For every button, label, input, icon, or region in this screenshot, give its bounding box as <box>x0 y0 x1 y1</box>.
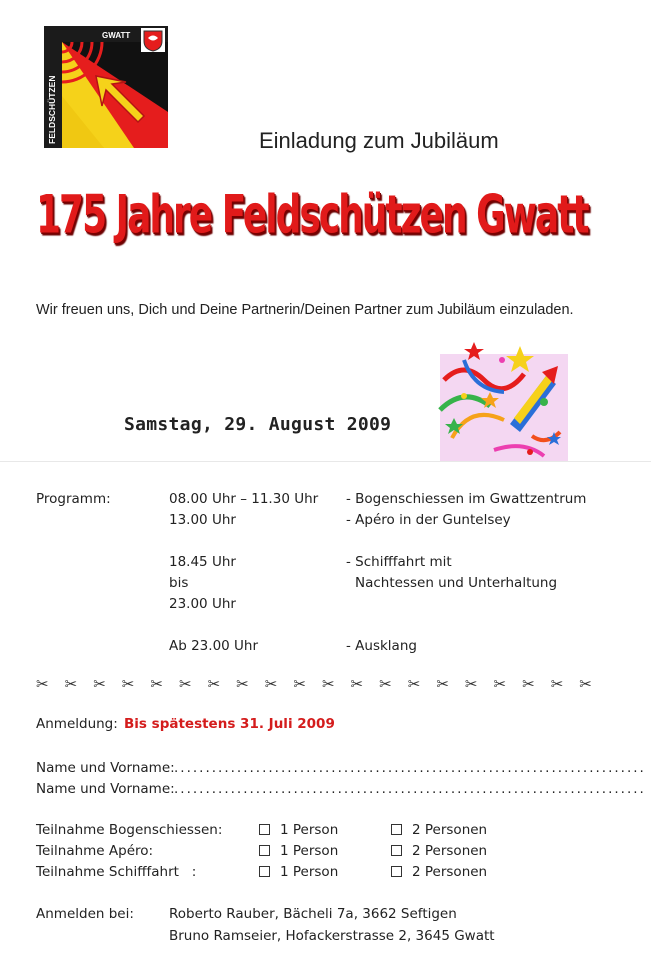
contact-address: Bruno Ramseier, Hofackerstrasse 2, 3645 Gwatt <box>169 928 495 944</box>
checkbox-icon[interactable] <box>259 824 270 835</box>
contacts-label: Anmelden bei: <box>36 906 134 922</box>
program-time: bis <box>169 575 189 591</box>
scissors-icon: ✂ <box>36 675 49 693</box>
scissors-icon: ✂ <box>522 675 535 693</box>
scissors-icon: ✂ <box>121 675 135 693</box>
program-time: 18.45 Uhr <box>169 554 236 570</box>
program-activity: - Ausklang <box>346 638 417 654</box>
scissors-icon: ✂ <box>236 675 249 693</box>
fireworks-clipart <box>434 340 574 468</box>
option-1-person[interactable]: 1 Person <box>259 864 338 880</box>
participation-label: Teilnahme Apéro: <box>36 843 154 859</box>
scissors-icon: ✂ <box>379 675 392 693</box>
participation-label: Teilnahme Bogenschiessen: <box>36 822 223 838</box>
intro-text: Wir freuen uns, Dich und Deine Partnerin/Deinen Partner zum Jubiläum einzuladen. <box>36 302 574 318</box>
scissors-icon: ✂ <box>350 675 364 693</box>
scissors-icon: ✂ <box>321 675 335 693</box>
name-field[interactable]: ........................................................................... <box>174 760 646 776</box>
option-1-person[interactable]: 1 Person <box>259 843 338 859</box>
scissors-icon: ✂ <box>493 675 507 693</box>
scissors-icon: ✂ <box>93 675 106 693</box>
scissors-icon: ✂ <box>207 675 221 693</box>
program-label: Programm: <box>36 491 111 507</box>
option-1-person[interactable]: 1 Person <box>259 822 338 838</box>
scissors-icon: ✂ <box>178 675 192 693</box>
scissors-icon: ✂ <box>407 675 421 693</box>
checkbox-icon[interactable] <box>391 866 402 877</box>
checkbox-icon[interactable] <box>391 824 402 835</box>
cut-line <box>36 675 596 693</box>
logo-text-top: GWATT <box>102 31 131 40</box>
club-logo <box>44 26 168 148</box>
program-activity: - Schifffahrt mit <box>346 554 452 570</box>
page-title: 175 Jahre Feldschützen Gwatt <box>36 186 588 246</box>
contact-address: Roberto Rauber, Bächeli 7a, 3662 Seftigen <box>169 906 457 922</box>
event-date: Samstag, 29. August 2009 <box>124 414 392 435</box>
program-time: 13.00 Uhr <box>169 512 236 528</box>
scissors-icon: ✂ <box>264 675 278 693</box>
checkbox-icon[interactable] <box>259 845 270 856</box>
scissors-icon: ✂ <box>150 675 163 693</box>
scissors-icon: ✂ <box>579 675 592 693</box>
program-time: 23.00 Uhr <box>169 596 236 612</box>
scissors-icon: ✂ <box>436 675 449 693</box>
scissors-icon: ✂ <box>64 675 78 693</box>
checkbox-icon[interactable] <box>259 866 270 877</box>
paper-fold-line <box>0 461 651 462</box>
name-label: Name und Vorname: <box>36 760 175 776</box>
registration-label: Anmeldung: <box>36 716 118 732</box>
option-2-personen[interactable]: 2 Personen <box>391 822 487 838</box>
registration-deadline: Bis spätestens 31. Juli 2009 <box>124 716 335 732</box>
name-field[interactable]: ........................................................................... <box>174 781 646 797</box>
logo-text-side: FELDSCHÜTZEN <box>47 75 57 144</box>
invite-heading: Einladung zum Jubiläum <box>259 128 499 153</box>
scissors-icon: ✂ <box>293 675 306 693</box>
program-activity: - Bogenschiessen im Gwattzentrum <box>346 491 587 507</box>
option-2-personen[interactable]: 2 Personen <box>391 843 487 859</box>
participation-label: Teilnahme Schifffahrt : <box>36 864 197 880</box>
program-activity: Nachtessen und Unterhaltung <box>355 575 558 591</box>
checkbox-icon[interactable] <box>391 845 402 856</box>
name-label: Name und Vorname: <box>36 781 175 797</box>
program-time: Ab 23.00 Uhr <box>169 638 259 654</box>
option-2-personen[interactable]: 2 Personen <box>391 864 487 880</box>
scissors-icon: ✂ <box>464 675 478 693</box>
scissors-icon: ✂ <box>550 675 564 693</box>
program-time: 08.00 Uhr – 11.30 Uhr <box>169 491 319 507</box>
program-activity: - Apéro in der Guntelsey <box>346 512 511 528</box>
